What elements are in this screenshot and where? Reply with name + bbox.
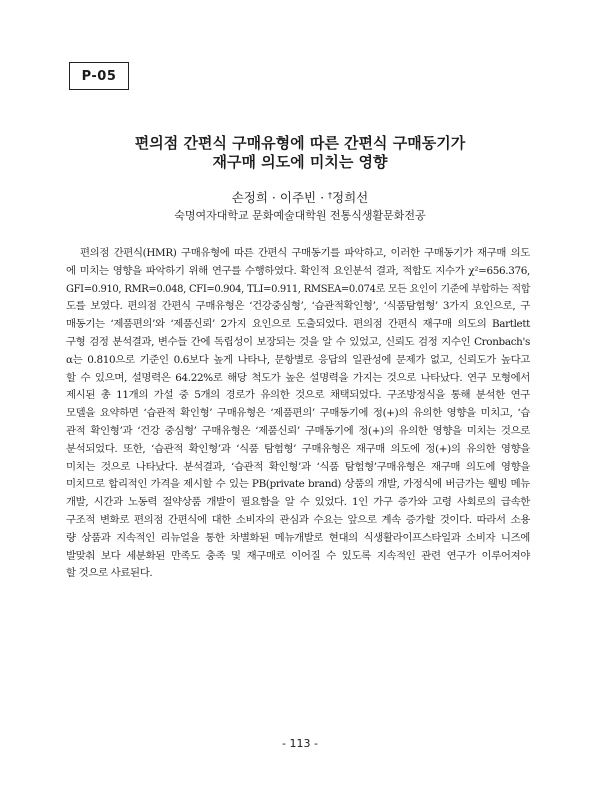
affiliation: 숙명여자대학교 문화예술대학원 전통식생활문화전공 — [174, 209, 426, 222]
abstract-line: 모델을 요약하면 ‘습관적 확인형’ 구매유형은 ‘제품편의’ 구매동기에 정(+)의 유의한 영향을 미치고, ‘습 — [66, 407, 530, 420]
abstract-line: 량 상품과 지속적인 리뉴얼을 통한 차별화된 메뉴개발로 현대의 식생활라이프스타일과 소비자 니즈에 — [66, 531, 530, 544]
abstract-line: GFI=0.910, RMR=0.048, CFI=0.904, TLI=0.911, RMSEA=0.074로 모든 요인이 기준에 부합하는 적합 — [66, 283, 530, 295]
abstract-line: 도를 보였다. 편의점 간편식 구매유형은 ‘건강중심형’, ‘습관적확인형’, ‘식품탐험형’ 3가지 요인으로, 구 — [66, 300, 530, 313]
paper-title-line2: 재구매 의도에 미치는 영향 — [212, 153, 388, 171]
abstract-line: 발맞춰 보다 세분화된 만족도 충족 및 재구매로 이어질 수 있도록 지속적인 관련 연구가 이루어져야 — [66, 549, 530, 562]
abstract-line: 제시된 총 11개의 가설 중 5개의 경로가 유의한 것으로 채택되었다. 구조방정식을 통해 분석한 연구 — [66, 389, 530, 402]
abstract-line: 할 것으로 사료된다. — [66, 567, 153, 580]
abstract-line: 미치므로 합리적인 가격을 제시할 수 있는 PB(private brand) 상품의 개발, 가정식에 버금가는 웰빙 메뉴 — [66, 478, 530, 491]
author-list — [0, 189, 600, 207]
page-number: - 113 - — [282, 737, 318, 750]
author-names-2: 정희선 — [332, 190, 369, 205]
abstract-line: 매동기는 ‘제품편의’와 ‘제품신뢰’ 2가지 요인으로 도출되었다. 편의점 간편식 재구매 의도의 Bartlett — [66, 318, 530, 331]
poster-label: P-05 — [69, 62, 129, 90]
abstract-line: 개발, 시간과 노동력 절약상품 개발이 필요함을 알 수 있었다. 1인 가구 증가와 고령 사회로의 급속한 — [66, 496, 530, 509]
abstract-line: 구형 검정 분석결과, 변수들 간에 독립성이 보장되는 것을 알 수 있었고, 신뢰도 검정 지수인 Cronbach's — [66, 335, 530, 348]
abstract-line: 분석되었다. 또한, ‘습관적 확인형’과 ‘식품 탐험형’ 구매유형은 재구매 의도에 정(+)의 유의한 영향을 — [66, 442, 530, 455]
abstract-line: 편의점 간편식(HMR) 구매유형에 따른 간편식 구매동기를 파악하고, 이러한 구매동기가 재구매 의도 — [80, 247, 530, 259]
abstract-line: 미치는 것으로 나타났다. 분석결과, ‘습관적 확인형’과 ‘식품 탐험형’구매유형은 재구매 의도에 영향을 — [66, 460, 530, 473]
corresponding-author-mark: † — [328, 191, 333, 200]
abstract-line: 구조적 변화로 편의점 간편식에 대한 소비자의 관심과 수요는 앞으로 계속 증가할 것이다. 따라서 소용 — [66, 513, 530, 526]
abstract-body — [66, 245, 530, 583]
abstract-line: 관적 확인형’과 ‘건강 중심형’ 구매유형은 ‘제품신뢰’ 구매동기에 정(+)의 유의한 영향을 미치는 것으로 — [66, 424, 530, 437]
author-names-1: 손정희 · 이주빈 · — [231, 190, 329, 205]
abstract-line: 할 수 있으며, 설명력은 64.22%로 해당 척도가 높은 설명력을 가지는 것으로 나타났다. 연구 모형에서 — [66, 371, 530, 384]
abstract-line: α는 0.810으로 기준인 0.6보다 높게 나타나, 문항별로 응답의 일관성에 문제가 없고, 신뢰도가 높다고 — [66, 353, 530, 366]
paper-title-line1: 편의점 간편식 구매유형에 따른 간편식 구매동기가 — [134, 134, 466, 152]
abstract-line: 에 미치는 영향을 파악하기 위해 연구를 수행하였다. 확인적 요인분석 결과, 적합도 지수가 χ²=656.376, — [66, 264, 530, 277]
